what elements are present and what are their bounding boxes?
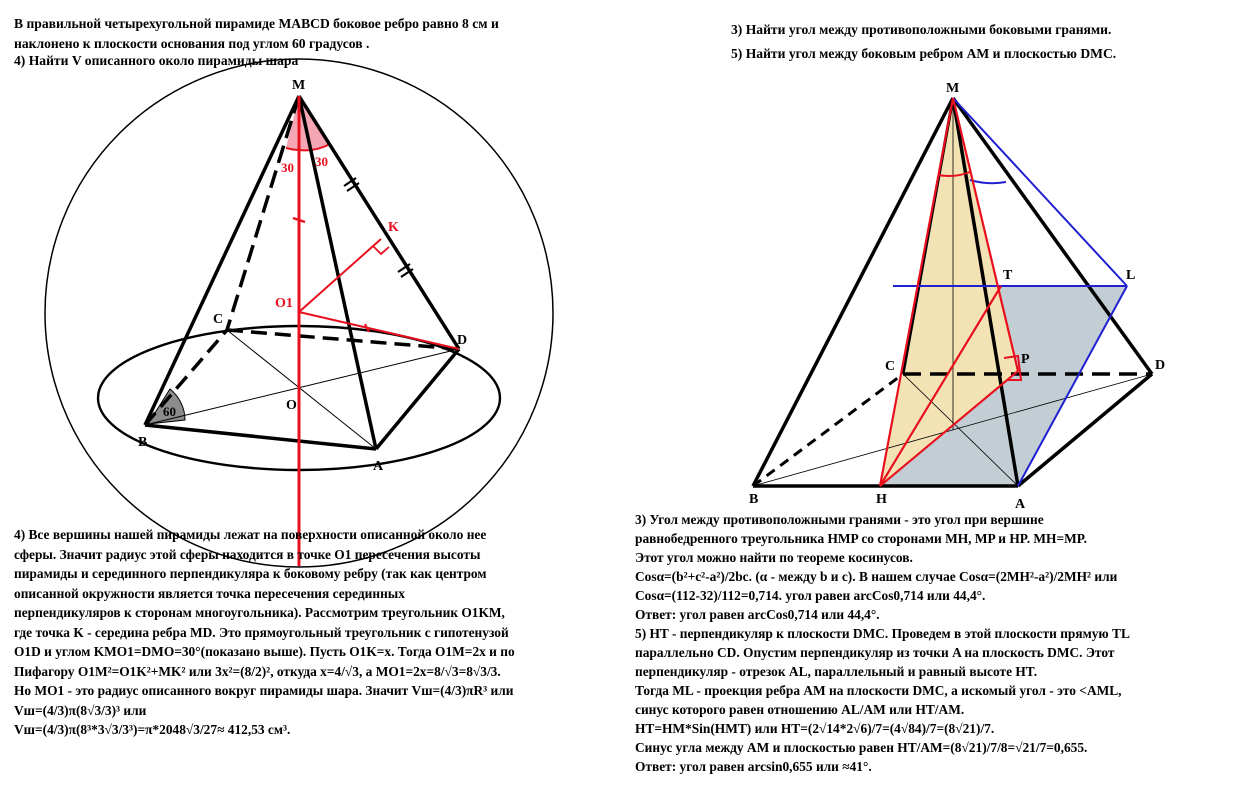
label-A: A: [1015, 497, 1026, 512]
text-right-line: 5) HT - перпендикуляр к плоскости DMC. Проведем в этой плоскости прямую TL: [635, 626, 1130, 641]
label-O1: O1: [275, 296, 293, 311]
text-left-line: Но MO1 - это радиус описанного вокруг пирамиды шара. Значит Vш=(4/3)πR³ или: [14, 683, 514, 698]
header-left-line-2: наклонено к плоскости основания под углом 60 градусов .: [14, 35, 370, 51]
header-left-line-3: 4) Найти V описанного около пирамиды шара: [14, 53, 299, 68]
label-K: K: [388, 220, 399, 235]
label-A: A: [373, 459, 384, 474]
text-left-line: O1D и углом KMO1=DMO=30°(показано выше). Пусть O1K=x. Тогда O1M=2x и по: [14, 644, 515, 659]
label-B: B: [138, 435, 148, 450]
header-right-line-2: 5) Найти угол между боковым ребром AM и плоскостью DMC.: [731, 46, 1117, 61]
text-right-solution: [635, 510, 1130, 776]
text-right-line: Cosα=(112-32)/112=0,714. угол равен arcCos0,714 или 44,4°.: [635, 588, 986, 603]
text-right-line: синус которого равен отношению AL/AM или HT/AM.: [635, 702, 965, 717]
text-left-line: Vш=(4/3)π(8³*3√3/3³)=π*2048√3/27≈ 412,53 см³.: [14, 722, 291, 737]
header-left-line-1: В правильной четырехугольной пирамиде MABCD боковое ребро равно 8 см и: [14, 16, 499, 31]
angle-label-30-right: 30: [315, 154, 328, 169]
label-H: H: [876, 492, 887, 507]
text-right-line: Синус угла между AM и плоскостью равен HT/AM=(8√21)/7/8=√21/7=0,655.: [635, 740, 1088, 755]
label-M: M: [292, 78, 306, 93]
text-right-line: 3) Угол между противоположными гранями - это угол при вершине: [635, 512, 1044, 527]
text-right-line: Этот угол можно найти по теореме косинусов.: [635, 550, 913, 565]
text-right-line: Ответ: угол равен arcCos0,714 или 44,4°.: [635, 607, 880, 622]
text-left-line: где точка K - середина ребра MD. Это прямоугольный треугольник с гипотенузой: [14, 624, 509, 640]
label-C: C: [885, 359, 896, 374]
label-D: D: [457, 333, 468, 348]
text-left-line: перпендикуляров к сторонам многоугольника). Рассмотрим треугольник O1KM,: [14, 605, 505, 620]
angle-label-30-left: 30: [281, 160, 294, 175]
edge-BC-hidden: [753, 374, 903, 486]
header-right-line-1: 3) Найти угол между противоположными боковыми гранями.: [731, 22, 1112, 37]
text-left-line: 4) Все вершины нашей пирамиды лежат на поверхности описанной около нее: [14, 527, 487, 542]
label-C: C: [213, 312, 224, 327]
text-right-line: параллельно CD. Опустим перпендикуляр из точки A на плоскость DMC. Этот: [635, 645, 1115, 660]
text-right-line: HT=HM*Sin(HMT) или HT=(2√14*2√6)/7=(4√84)/7=(8√21)/7.: [635, 721, 995, 736]
text-right-line: Ответ: угол равен arcsin0,655 или ≈41°.: [635, 759, 872, 774]
text-right-line: Cosα=(b²+c²-a²)/2bc. (α - между b и c). В нашем случае Cosα=(2MH²-a²)/2MH² или: [635, 569, 1118, 584]
label-L: L: [1126, 268, 1136, 283]
text-left-line: описанной окружности является точка пересечения серединных: [14, 585, 405, 601]
text-left-solution: [14, 525, 515, 740]
text-right-line: перпендикуляр - отрезок AL, параллельный и равный высоте HT.: [635, 664, 1038, 679]
text-left-line: сферы. Значит радиус этой сферы находится в точке O1 пересечения высоты: [14, 546, 481, 562]
label-M: M: [946, 81, 960, 96]
text-left-line: Vш=(4/3)π(8√3/3)³ или: [14, 702, 147, 718]
label-D: D: [1155, 358, 1166, 373]
label-P: P: [1021, 352, 1030, 367]
text-left-line: пирамиды и серединного перпендикуляра к боковому ребру (так как центром: [14, 566, 487, 581]
text-left-line: Пифагору O1M²=O1K²+MK² или 3x²=(8/2)², откуда x=4/√3, а MO1=2x=8/√3=8√3/3.: [14, 663, 501, 679]
angle-label-60: 60: [163, 404, 176, 419]
angle-arc-AML: [970, 180, 1006, 183]
text-right-line: равнобедренного треугольника HMP со сторонами MH, MP и HP. MH=MP.: [635, 531, 1088, 546]
label-B: B: [749, 492, 759, 507]
label-O: O: [286, 398, 297, 413]
label-T: T: [1003, 268, 1013, 283]
text-right-line: Тогда ML - проекция ребра AM на плоскости DMC, а искомый угол - это <AML,: [635, 683, 1122, 698]
